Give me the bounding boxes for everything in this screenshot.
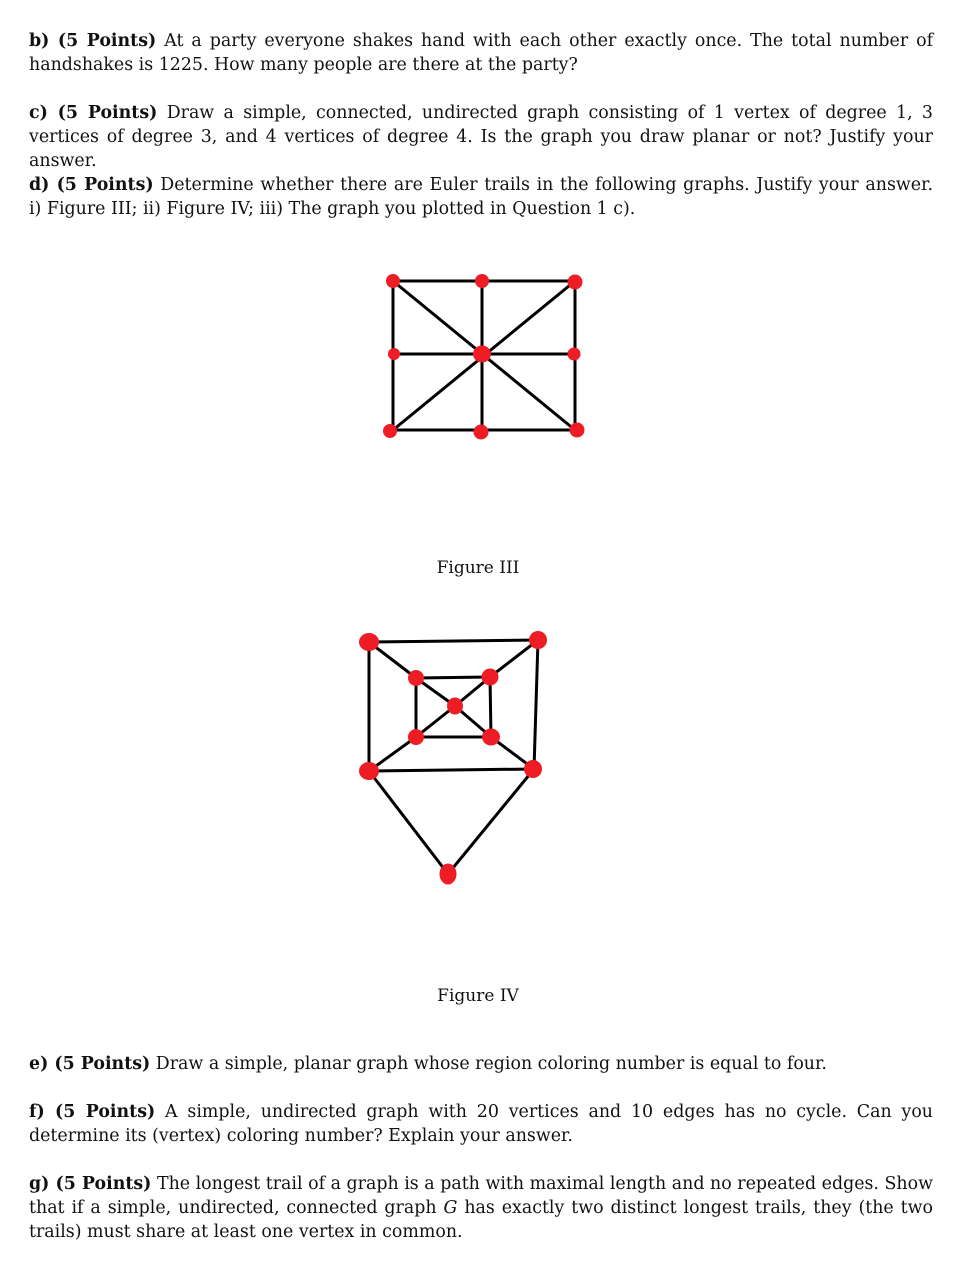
fig4-edge xyxy=(490,677,491,737)
question-c-label: c) (5 Points) xyxy=(29,103,158,123)
fig3-vertex xyxy=(568,275,583,290)
fig4-vertex xyxy=(524,760,542,778)
fig4-vertex xyxy=(408,729,424,745)
question-f-text: A simple, undirected graph with 20 vertices and 10 edges has no cycle. Can you determine its (vertex) coloring number? Explain your answer. xyxy=(29,1102,933,1146)
fig4-vertex xyxy=(359,633,379,651)
question-e-text: Draw a simple, planar graph whose region coloring number is equal to four. xyxy=(155,1054,827,1074)
fig3-vertex xyxy=(474,425,489,440)
fig4-vertex xyxy=(529,631,547,649)
figure-iii-graph xyxy=(380,270,590,445)
question-c-text: Draw a simple, connected, undirected graph consisting of 1 vertex of degree 1, 3 vertices of degree 3, and 4 vertices of degree 4. Is the graph you draw planar or not? Justify your answer. xyxy=(29,103,933,171)
fig3-vertex xyxy=(473,346,491,363)
fig3-vertex xyxy=(570,423,585,438)
fig4-edge xyxy=(416,677,490,678)
question-e xyxy=(29,1052,933,1076)
fig4-vertex xyxy=(408,670,424,686)
question-f-label: f) (5 Points) xyxy=(29,1102,156,1122)
fig4-vertex xyxy=(447,698,463,715)
question-b-text: At a party everyone shakes hand with each other exactly once. The total number of handshakes is 1225. How many people are there at the party? xyxy=(29,31,934,75)
figure-iv-graph xyxy=(355,628,555,888)
question-b xyxy=(29,29,933,77)
fig4-edge xyxy=(490,640,538,677)
fig4-edge xyxy=(369,771,448,874)
question-d-label: d) (5 Points) xyxy=(29,175,154,195)
question-e-label: e) (5 Points) xyxy=(29,1054,151,1074)
fig3-vertex xyxy=(388,348,400,360)
fig4-vertex xyxy=(482,669,499,686)
question-g-text-before: The longest trail of a graph is a path with maximal length and no repeated edges. Show that if a simple, undirected, connected graph xyxy=(29,1174,933,1218)
question-d xyxy=(29,173,933,221)
fig4-edge xyxy=(448,769,534,874)
question-g-variable: G xyxy=(443,1198,458,1218)
fig4-edge xyxy=(369,640,538,642)
fig4-vertex xyxy=(482,729,500,746)
fig3-vertex xyxy=(386,274,400,288)
fig3-vertex xyxy=(383,424,397,438)
fig3-vertex xyxy=(568,348,581,361)
question-f xyxy=(29,1100,933,1148)
fig3-vertex xyxy=(475,274,489,288)
question-c xyxy=(29,101,933,173)
question-g xyxy=(29,1172,933,1244)
fig4-edge xyxy=(369,769,534,771)
fig4-vertex xyxy=(359,762,379,780)
question-g-text-after: has exactly two distinct longest trails, they (the two trails) must share at least one vertex in common. xyxy=(29,1198,933,1242)
figure-iv-caption: Figure IV xyxy=(437,986,519,1006)
question-d-text: Determine whether there are Euler trails in the following graphs. Justify your answer. i) Figure III; ii) Figure IV; iii) The graph you plotted in Question 1 c). xyxy=(29,175,934,219)
fig4-edge xyxy=(534,640,538,769)
figure-iii-caption: Figure III xyxy=(436,558,520,578)
question-b-label: b) (5 Points) xyxy=(29,31,157,51)
fig4-vertex xyxy=(440,864,457,885)
question-g-label: g) (5 Points) xyxy=(29,1174,152,1194)
